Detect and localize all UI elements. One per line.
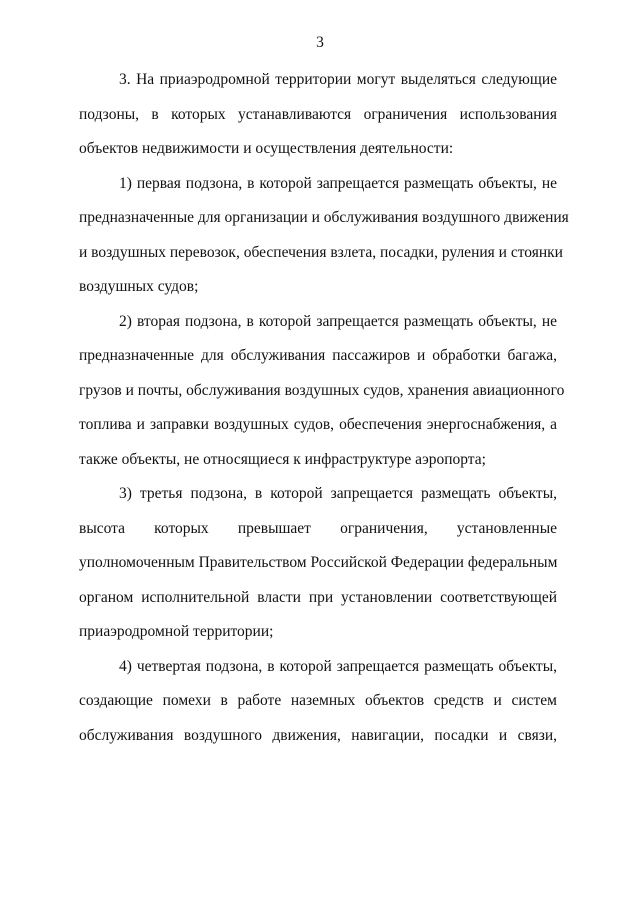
text-line: грузов и почты, обслуживания воздушных судов, хранения авиационного <box>79 381 565 399</box>
text-line: топлива и заправки воздушных судов, обеспечения энергоснабжения, а <box>79 416 557 433</box>
text-line: также объекты, не относящиеся к инфраструктуре аэропорта; <box>79 450 486 468</box>
page-number: 3 <box>316 34 324 51</box>
text-line: воздушных судов; <box>79 278 199 295</box>
text-line: 4) четвертая подзона, в которой запрещается размещать объекты, <box>119 657 557 675</box>
paragraph-3 <box>79 70 557 174</box>
text-line: обслуживания воздушного движения, навигации, посадки и связи, <box>79 726 557 744</box>
text-line: предназначенные для обслуживания пассажиров и обработки багажа, <box>79 347 557 364</box>
text-line: предназначенные для организации и обслуживания воздушного движения <box>79 209 569 226</box>
document-body <box>79 70 569 760</box>
list-item-subzone-4 <box>79 657 557 761</box>
text-line: и воздушных перевозок, обеспечения взлета, посадки, руления и стоянки <box>79 243 563 261</box>
list-item-subzone-3 <box>79 484 557 657</box>
text-line: создающие помехи в работе наземных объектов средств и систем <box>79 692 557 709</box>
text-line: уполномоченным Правительством Российской Федерации федеральным <box>79 554 558 571</box>
list-item-subzone-2 <box>79 312 565 485</box>
text-line: органом исполнительной власти при установлении соответствующей <box>79 588 557 606</box>
text-line: приаэродромной территории; <box>79 623 274 640</box>
text-line: объектов недвижимости и осуществления деятельности: <box>79 140 454 157</box>
text-line: 3. На приаэродромной территории могут выделяться следующие <box>119 71 557 88</box>
text-line: высота которых превышает ограничения, установленные <box>79 519 557 537</box>
text-line: 3) третья подзона, в которой запрещается размещать объекты, <box>119 485 557 502</box>
list-item-subzone-1 <box>79 174 569 312</box>
text-line: 2) вторая подзона, в которой запрещается размещать объекты, не <box>119 312 557 330</box>
text-line: 1) первая подзона, в которой запрещается размещать объекты, не <box>119 174 557 192</box>
text-line: подзоны, в которых устанавливаются ограничения использования <box>79 105 557 123</box>
